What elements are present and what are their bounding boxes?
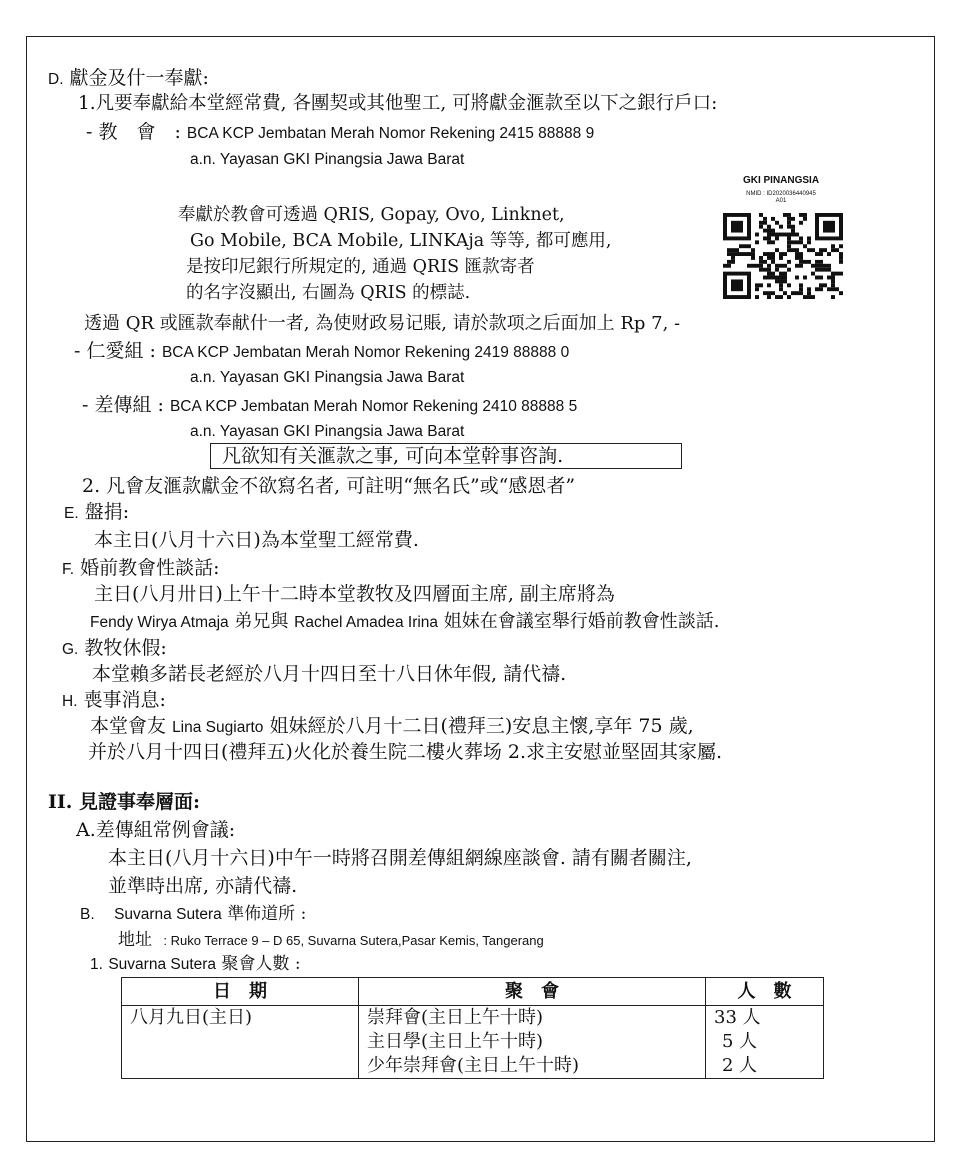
- section-title: 教牧休假:: [84, 637, 167, 659]
- table-row: [122, 1006, 824, 1079]
- obituary-prefix: 本堂會友: [90, 715, 167, 737]
- suvarna-title: 準佈道所 :: [227, 904, 307, 924]
- attendance-count: 33 人: [714, 1007, 761, 1028]
- connector-text: 弟兄與: [234, 611, 289, 632]
- address-label: 地址: [118, 930, 152, 950]
- renai-bank-account: BCA KCP Jembatan Merah Nomor Rekening 2419 88888 0: [161, 344, 570, 361]
- date-cell: 八月九日(主日): [122, 1006, 359, 1079]
- renai-account-name: a.n. Yayasan GKI Pinangsia Jawa Barat: [190, 369, 465, 386]
- section-title: 婚前教會性談話:: [80, 557, 220, 579]
- suvarna-heading: [80, 902, 306, 927]
- mission-meeting-line-1: 本主日(八月十六日)中午一時將召開差傳組網線座談會. 請有關者關注,: [108, 847, 692, 869]
- section-number: II.: [48, 791, 73, 813]
- meeting-name: 少年崇拜會(主日上午十時): [367, 1055, 580, 1076]
- section-title: 喪事消息:: [83, 689, 166, 711]
- attendance-table: [121, 977, 824, 1079]
- section-title: 盤捐:: [84, 501, 130, 523]
- section-letter: D.: [48, 71, 64, 88]
- donation-item-1: 1.凡要奉獻給本堂經常費, 各團契或其他聖工, 可將獻金滙款至以下之銀行戶口:: [78, 93, 718, 114]
- section-letter: G.: [62, 641, 79, 658]
- section-h-heading: [62, 688, 166, 714]
- address-value: : Ruko Terrace 9 – D 65, Suvarna Sutera,Pasar Kemis, Tangerang: [163, 933, 544, 948]
- obituary-line-1: [90, 714, 694, 740]
- qr-code-icon: [723, 213, 843, 299]
- section-letter: F.: [62, 561, 75, 578]
- qris-nmid: NMID : ID2020036440945: [746, 191, 816, 197]
- chaichuan-account-line: [82, 393, 577, 419]
- header-meeting: 聚 會: [359, 978, 706, 1006]
- mission-meeting-line-2: 並準時出席, 亦請代禱.: [108, 875, 298, 897]
- section-ii-heading: [48, 790, 200, 814]
- section-g-heading: [62, 636, 167, 662]
- attendance-label: 聚會人數 :: [221, 954, 301, 974]
- mission-meeting-title: A.差傳組常例會議:: [76, 819, 236, 841]
- list-number: 1.: [90, 956, 103, 973]
- header-count: 人 數: [706, 978, 824, 1006]
- qris-text-line: 是按印尼銀行所規定的, 通過 QRIS 匯款寄者: [186, 257, 535, 277]
- chaichuan-label: - 差傳組 :: [82, 394, 164, 416]
- renai-label: - 仁愛組 :: [74, 340, 156, 362]
- attendance-count: 2 人: [722, 1055, 758, 1076]
- section-title: 見證事奉層面:: [79, 791, 201, 813]
- premarital-line-2: [90, 610, 720, 635]
- section-e-heading: [64, 500, 129, 526]
- qris-merchant-name: GKI PINANGSIA: [742, 175, 820, 186]
- table-header-row: [122, 978, 824, 1006]
- section-letter: H.: [62, 693, 78, 710]
- deceased-name: Lina Sugiarto: [172, 719, 264, 736]
- meeting-cell: [359, 1006, 706, 1079]
- qris-terminal-code: A01: [775, 198, 787, 204]
- qris-text-line: 的名字沒顯出, 右圖為 QRIS 的標誌.: [186, 283, 471, 303]
- church-account-line: [86, 120, 594, 146]
- qris-code-block: [716, 175, 846, 300]
- obituary-detail: 姐妹經於八月十二日(禮拜三)安息主懷,享年 75 歲,: [269, 715, 694, 737]
- renai-account-line: [74, 339, 569, 365]
- tithe-note: 透過 QR 或匯款奉献什一者, 為使财政易记賬, 请於款项之后面加上 Rp 7, -: [84, 313, 681, 334]
- attendance-title: [90, 952, 301, 977]
- section-d-heading: [48, 66, 209, 92]
- premarital-line-1: 主日(八月卅日)上午十二時本堂教牧及四層面主席, 副主席將為: [94, 583, 615, 605]
- suvarna-name: Suvarna Sutera: [114, 906, 222, 923]
- pastor-leave-body: 本堂賴多諾長老經於八月十四日至十八日休年假, 請代禱.: [92, 663, 567, 685]
- offering-body: 本主日(八月十六日)為本堂聖工經常費.: [94, 529, 419, 551]
- section-f-heading: [62, 556, 220, 582]
- bride-name: Rachel Amadea Irina: [294, 614, 439, 631]
- section-title: 獻金及什一奉獻:: [69, 67, 209, 89]
- section-letter: E.: [64, 505, 79, 522]
- suvarna-name: Suvarna Sutera: [108, 956, 217, 973]
- chaichuan-account-name: a.n. Yayasan GKI Pinangsia Jawa Barat: [190, 423, 465, 440]
- donation-item-2: 2. 凡會友滙款獻金不欲寫名者, 可註明“無名氏”或“感恩者”: [82, 475, 576, 497]
- obituary-line-2: 并於八月十四日(禮拜五)火化於養生院二樓火葬场 2.求主安慰並堅固其家屬.: [88, 741, 723, 763]
- qris-text-line: Go Mobile, BCA Mobile, LINKAja 等等, 都可應用,: [190, 231, 612, 251]
- meeting-name: 崇拜會(主日上午十時): [367, 1007, 544, 1028]
- attendance-count: 5 人: [722, 1031, 758, 1052]
- qris-text-line: 奉獻於教會可透過 QRIS, Gopay, Ovo, Linknet,: [178, 205, 565, 225]
- meeting-name: 主日學(主日上午十時): [367, 1031, 544, 1052]
- inquiry-note: 凡欲知有关滙款之事, 可向本堂幹事咨詢.: [222, 445, 564, 467]
- header-date: 日 期: [122, 978, 359, 1006]
- church-label: - 教 會 :: [86, 121, 181, 143]
- church-bank-account: BCA KCP Jembatan Merah Nomor Rekening 2415 88888 9: [186, 125, 595, 142]
- premarital-tail: 姐妹在會議室舉行婚前教會性談話.: [443, 611, 720, 632]
- section-letter: B.: [80, 906, 95, 923]
- count-cell: [706, 1006, 824, 1079]
- chaichuan-bank-account: BCA KCP Jembatan Merah Nomor Rekening 2410 88888 5: [169, 398, 578, 415]
- groom-name: Fendy Wirya Atmaja: [90, 614, 229, 631]
- suvarna-address: [118, 928, 544, 953]
- church-account-name: a.n. Yayasan GKI Pinangsia Jawa Barat: [190, 151, 465, 168]
